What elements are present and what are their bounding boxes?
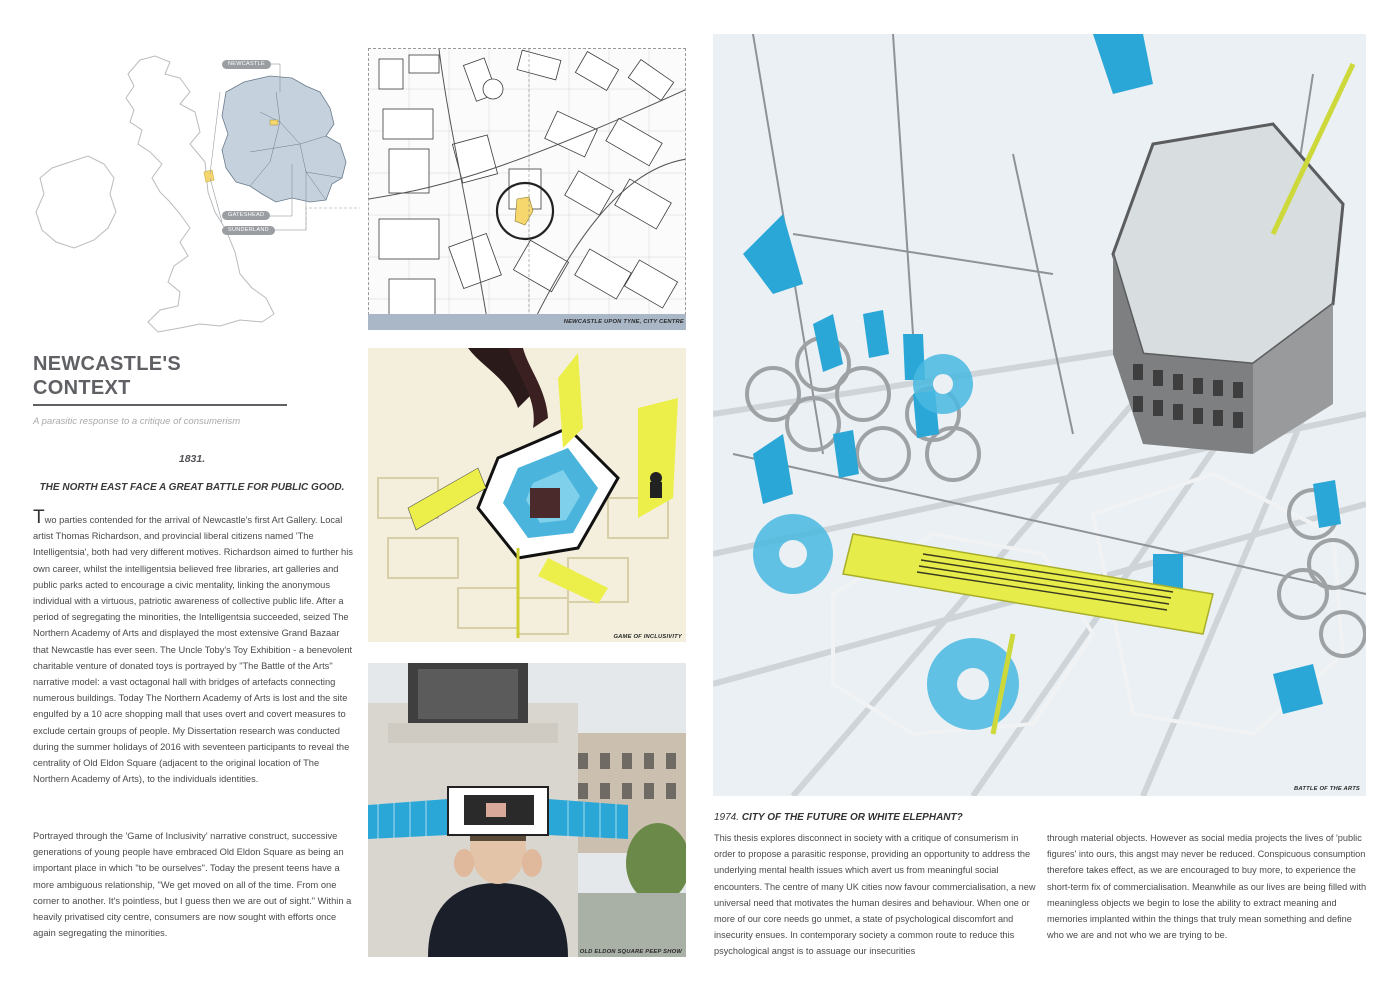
city-map-caption: NEWCASTLE UPON TYNE, CITY CENTRE <box>563 319 684 325</box>
page-subtitle: A parasitic response to a critique of consumerism <box>33 416 241 427</box>
map-tag-sunderland: SUNDERLAND <box>222 226 275 235</box>
title-line-1: NEWCASTLE'S <box>33 353 182 375</box>
section-heading-1974 <box>714 812 963 823</box>
thesis-column-left: This thesis explores disconnect in society with a critique of consumerism in order to propose a parasitic response, providing an opportunity to address the underlying mental health issues which avert us from meaningful social encounters. The centre of many UK cities now favour commercialisation, a new universal need that motivates the human desires and behaviour. When one or more of our core needs go unmet, a state of psychological discomfort and insecurity ensues. In contemporary society a common route to reduce this psychological angst is to assuage our insecurities <box>714 833 1036 957</box>
section-headline-1831: THE NORTH EAST FACE A GREAT BATTLE FOR PUBLIC GOOD. <box>39 482 345 493</box>
body-paragraph-2: Portrayed through the 'Game of Inclusivity' narrative construct, successive generations of young people have embraced Old Eldon Square as being an important place in which "to be ourselves". Today the present teens have a more ambiguous relationship, "We get moved on all of the time. From one corner to another. It's pointless, but I guess then we are out of sight." Within a heavily privatised city centre, consumers are now sought with efforts once again segregating the minorities. <box>33 831 352 939</box>
battle-model-illustration <box>713 34 1366 796</box>
city-centre-map <box>368 48 686 330</box>
section-year-1974: 1974. <box>714 812 740 823</box>
inclusivity-caption: GAME OF INCLUSIVITY <box>613 634 682 640</box>
peep-show-illustration <box>368 663 686 957</box>
game-of-inclusivity-photo <box>368 348 686 642</box>
title-line-2: CONTEXT <box>33 377 131 399</box>
page-title <box>33 352 293 400</box>
newcastle-highlight <box>204 170 214 182</box>
body-paragraph-1 <box>33 507 355 787</box>
old-eldon-square-peep-show-photo <box>368 663 686 957</box>
uk-outline-map <box>30 52 360 337</box>
battle-of-the-arts-photo <box>713 34 1366 796</box>
map-tag-gateshead: GATESHEAD <box>222 211 270 220</box>
map-tag-newcastle: NEWCASTLE <box>222 60 271 69</box>
paragraph-1-text: wo parties contended for the arrival of Newcastle's first Art Gallery. Local artist Thomas Richardson, and provincial liberal citizens named 'The Intelligentsia', both had very different motives. Richardson aimed to further his own career, whilst the intelligentsia believed free libraries, art galleries and public parks acted to encourage a civic mentality, linking the anonymous individual with a virtuous, patriotic awareness of collective public life. After a period of segregating the minorities, the Intelligentsia succeeded, seized The Northern Academy of Arts and displayed the most extensive Grand Bazaar that Newcastle has ever seen. The Uncle Toby's Toy Exhibition - a benevolent charitable venture of donated toys is portrayed by "The Battle of the Arts" narrative model: a vast octagonal hall with bridges of artefacts connecting numerous buildings. Today The Northern Academy of Arts is lost and the site engulfed by a 10 acre shopping mall that uses overt and covert measures to exclude certain groups of people. My Dissertation research was conducted during the summer holidays of 2016 with seventeen participants to reveal the centrality of Old Eldon Square (adjacent to the original location of The Northern Academy of Arts), to the individuals identities. <box>33 515 353 785</box>
eldon-square-highlight <box>515 197 533 225</box>
section-year-1831: 1831. <box>178 453 206 465</box>
drop-cap: T <box>33 507 45 528</box>
inclusivity-model-illustration <box>368 348 686 642</box>
north-east-region <box>222 76 346 202</box>
street-plan-drawing <box>369 49 686 330</box>
uk-location-map <box>30 52 360 337</box>
thesis-column-right: through material objects. However as social media projects the lives of 'public figures' into ours, this angst may never be reduced. Conspicuous consumption therefore takes effect, as we are encouraged to buy more, to experience the short-term fix of commercialisation. Meanwhile as our lives are being filled with meaningless objects we begin to lose the ability to extract meaning and memories implanted within the things that truly mean something and define who we are and not who we are trying to be. <box>1047 833 1367 941</box>
battle-caption: BATTLE OF THE ARTS <box>1294 786 1360 792</box>
section-headline-1974: CITY OF THE FUTURE OR WHITE ELEPHANT? <box>741 812 963 823</box>
title-divider <box>33 404 287 406</box>
peep-show-caption: OLD ELDON SQUARE PEEP SHOW <box>579 949 682 955</box>
